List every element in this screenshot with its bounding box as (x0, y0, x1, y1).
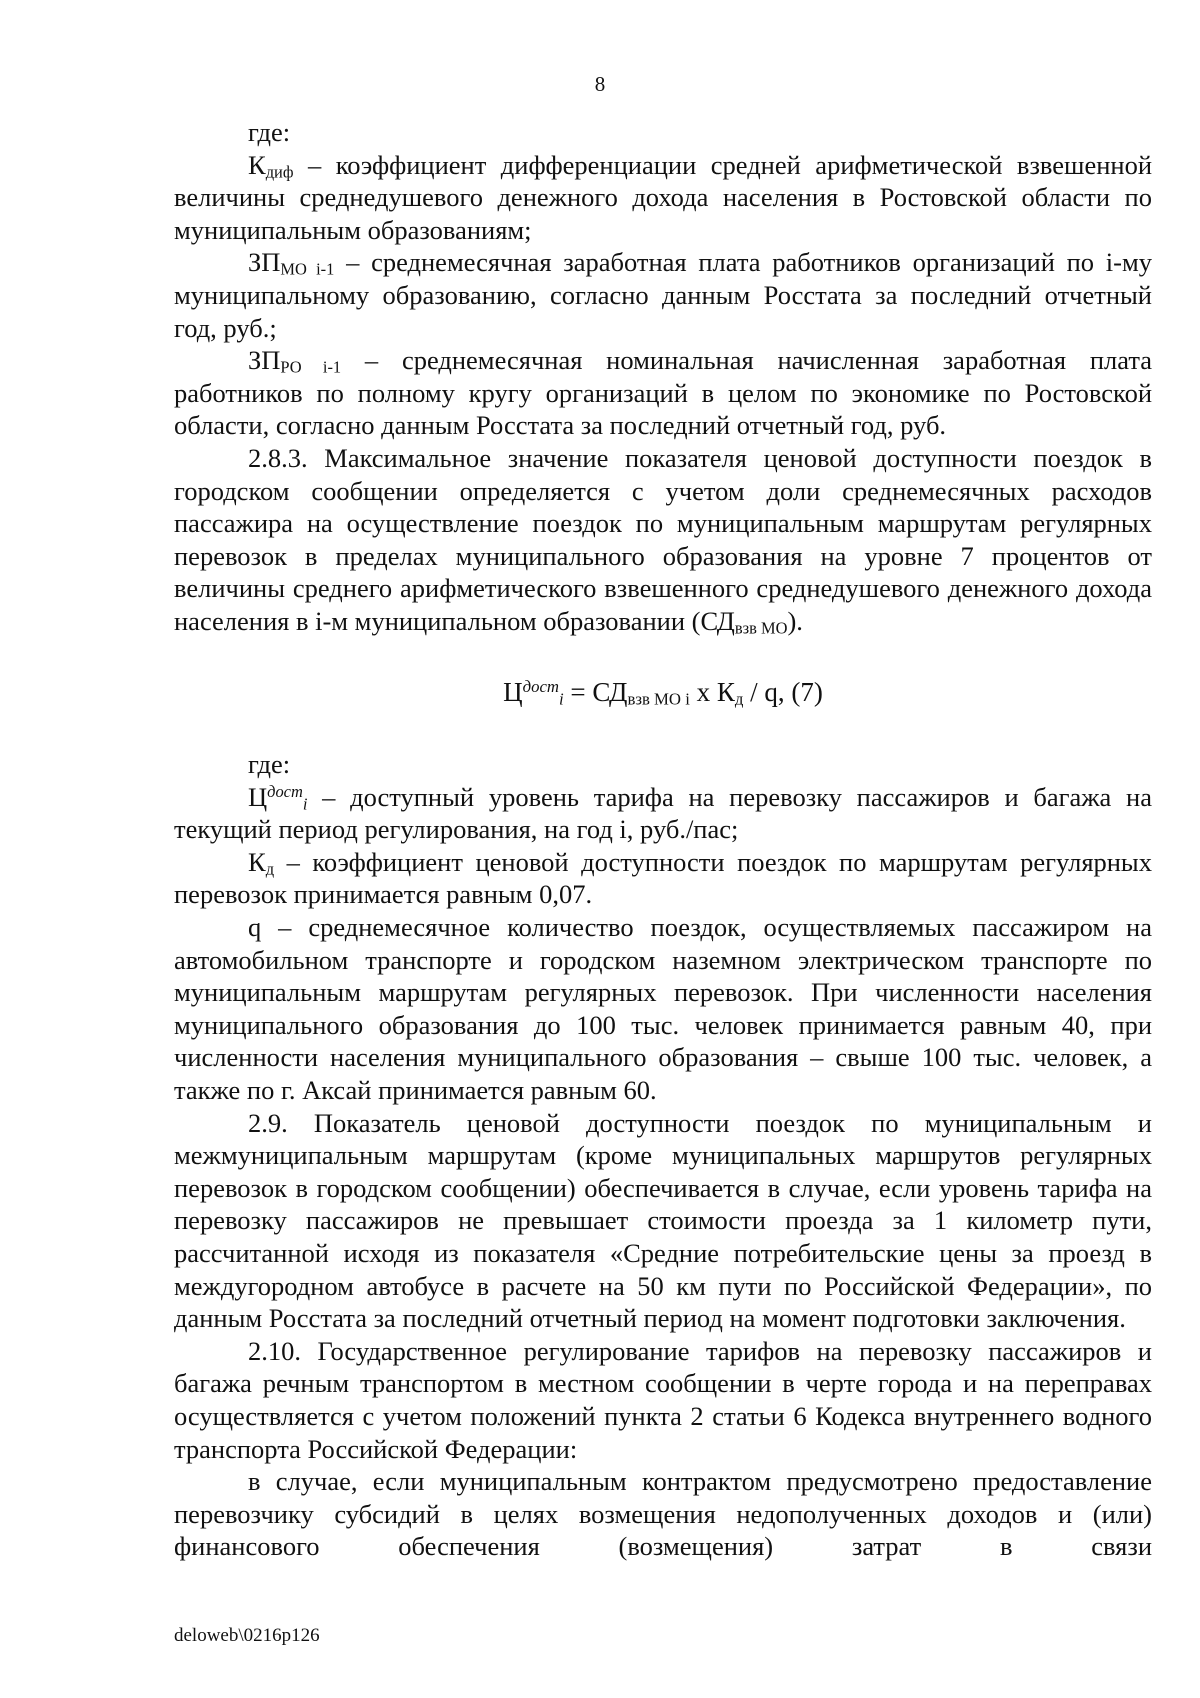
formula-k-sub: д (734, 689, 744, 709)
kdif-text: – коэффициент дифференциации средней арифметической взвешенной величины среднедушевого денежного дохода населения в Ростовской области по муниципальным образованиям; (174, 149, 1152, 245)
section-2-8-3-text: 2.8.3. Максимальное значение показателя ценовой доступности поездок в городском сообщении определяется с учетом доли среднемесячных расходов пассажира на осуществление поездок по муниципальным маршрутам регулярных перевозок в пределах муниципального образования на уровне 7 процентов от величины среднего арифметического взвешенного среднедушевого денежного дохода населения в i-м муниципальном образовании (СД (174, 442, 1152, 636)
kd-subscript: д (265, 859, 275, 879)
formula-eq: = СД (563, 676, 628, 707)
section-2-10-continuation: в случае, если муниципальным контрактом предусмотрено предоставление перевозчику субсидий в целях возмещения недополученных доходов и (или) финансового обеспечения (возмещения) затрат в связи (174, 1466, 1152, 1562)
c-subscript: i (302, 794, 308, 814)
c-symbol: Ц (248, 781, 268, 812)
section-2-10: 2.10. Государственное регулирование тарифов на перевозку пассажиров и багажа речным транспортом в местном сообщении в черте города и на переправах осуществляется с учетом положений пункта 2 статьи 6 Кодекса внутреннего водного транспорта Российской Федерации: (174, 1335, 1152, 1464)
document-body (174, 116, 1152, 1563)
kdif-symbol: К (248, 149, 266, 180)
formula-lhs: Ц (503, 676, 523, 707)
definition-zpro (174, 344, 1152, 442)
definition-zpmo (174, 246, 1152, 344)
where-label-2: где: (248, 749, 291, 780)
section-2-8-3-subscript: взв МО (734, 618, 788, 638)
page-number: 8 (594, 72, 606, 96)
c-superscript: дост (267, 781, 303, 801)
definition-q: q – среднемесячное количество поездок, осуществляемых пассажиром на автомобильном транспорте и городском наземном электрическом транспорте по муниципальным маршрутам регулярных перевозок. При численности населения муниципального образования до 100 тыс. человек принимается равным 40, при численности населения муниципального образования – свыше 100 тыс. человек, а также по г. Аксай принимается равным 60. (174, 912, 1152, 1106)
section-2-8-3 (174, 442, 1152, 638)
kd-symbol: К (248, 846, 266, 877)
definition-c-dost (174, 781, 1152, 846)
where-label-1: где: (248, 117, 291, 147)
zpro-subscript: РО i-1 (280, 357, 342, 377)
zpmo-subscript: МО i-1 (280, 259, 335, 279)
zpro-text: – среднемесячная номинальная начисленная заработная плата работников по полному кругу организаций в целом по экономике по Ростовской области, согласно данным Росстата за последний отчетный год, руб. (174, 345, 1152, 441)
kd-text: – коэффициент ценовой доступности поездок по маршрутам регулярных перевозок принимается равным 0,07. (174, 846, 1152, 910)
section-2-9: 2.9. Показатель ценовой доступности поездок по муниципальным и межмуниципальным маршрутам (кроме муниципальных маршрутов регулярных перевозок в городском сообщении) обеспечивается в случае, если уровень тарифа на перевозку пассажиров не превышает стоимости проезда за 1 километр пути, рассчитанной исходя из показателя «Средние потребительские цены за проезд в междугородном автобусе в расчете на 50 км пути по Российской Федерации», по данным Росстата за последний отчетный период на момент подготовки заключения. (174, 1107, 1152, 1334)
kdif-subscript: диф (265, 162, 294, 182)
formula-lhs-sub: i (558, 689, 564, 709)
formula-7 (174, 676, 1152, 709)
formula-mid: х К (689, 676, 735, 707)
c-text: – доступный уровень тарифа на перевозку пассажиров и багажа на текущий период регулирования, на год i, руб./пас; (174, 781, 1152, 845)
zpmo-symbol: ЗП (248, 247, 281, 278)
formula-rhs-sub: взв МО i (627, 689, 690, 709)
document-footer-code: deloweb\0216p126 (174, 1625, 320, 1646)
formula-tail: / q, (7) (743, 676, 823, 707)
definition-kdif (174, 149, 1152, 247)
zpmo-text: – среднемесячная заработная плата работников организаций по i-му муниципальному образованию, согласно данным Росстата за последний отчетный год, руб.; (174, 247, 1153, 343)
formula-lhs-sup: дост (522, 676, 559, 696)
zpro-symbol: ЗП (248, 345, 281, 376)
definition-kd (174, 846, 1152, 911)
section-2-8-3-end: ). (787, 605, 803, 636)
